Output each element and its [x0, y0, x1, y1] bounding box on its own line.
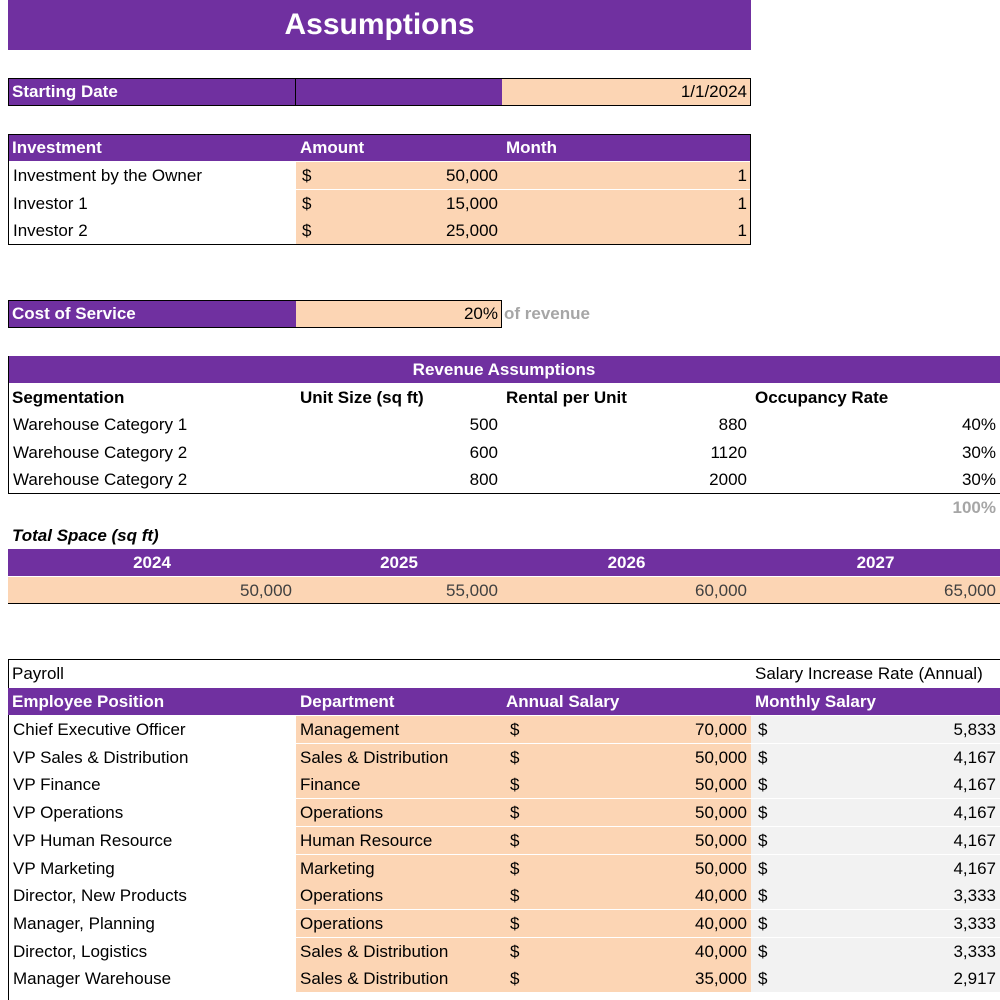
revenue-title: Revenue Assumptions	[8, 356, 1000, 383]
payroll-position: Director, New Products	[13, 886, 187, 906]
payroll-monthly: 2,917	[751, 965, 1000, 992]
total-space-bottom	[8, 603, 1000, 604]
payroll-annual-currency: $	[510, 941, 520, 961]
payroll-annual[interactable]: 50,000	[502, 771, 751, 798]
total-space-value[interactable]: 50,000	[8, 577, 296, 604]
payroll-position: Manager, Planning	[13, 913, 155, 933]
payroll-top-border	[8, 659, 1000, 660]
investment-name: Investment by the Owner	[13, 166, 202, 185]
revenue-occupancy: 40%	[961, 415, 996, 434]
total-space-year: 2025	[296, 549, 502, 576]
revenue-unit-size: 800	[469, 470, 498, 489]
revenue-segment: Warehouse Category 1	[13, 415, 188, 434]
payroll-monthly-currency: $	[758, 720, 768, 739]
total-space-value[interactable]: 60,000	[502, 577, 751, 604]
payroll-annual[interactable]: 35,000	[502, 965, 751, 992]
occupancy-header: Occupancy Rate	[755, 388, 889, 407]
payroll-department[interactable]: Marketing	[296, 855, 502, 882]
payroll-monthly-currency: $	[758, 886, 768, 906]
payroll-department[interactable]: Finance	[296, 771, 502, 798]
payroll-department[interactable]: Operations	[296, 882, 502, 909]
department-header: Department	[296, 688, 502, 715]
payroll-annual[interactable]: 50,000	[502, 855, 751, 882]
payroll-position: Director, Logistics	[13, 941, 148, 961]
payroll-position: VP Finance	[13, 775, 101, 795]
cost-of-service-input[interactable]: 20%	[296, 300, 502, 327]
payroll-department[interactable]: Sales & Distribution	[296, 938, 502, 965]
payroll-annual-currency: $	[510, 886, 520, 906]
starting-date-divider	[295, 78, 296, 106]
payroll-annual[interactable]: 40,000	[502, 910, 751, 937]
payroll-annual-currency: $	[510, 775, 520, 795]
payroll-monthly-currency: $	[758, 913, 768, 933]
payroll-monthly-currency: $	[758, 830, 768, 850]
month-header: Month	[502, 134, 751, 161]
total-space-year: 2026	[502, 549, 751, 576]
payroll-monthly-currency: $	[758, 803, 768, 823]
payroll-monthly: 4,167	[751, 771, 1000, 798]
payroll-annual-currency: $	[510, 803, 520, 823]
amount-header: Amount	[296, 134, 502, 161]
payroll-monthly-currency: $	[758, 941, 768, 961]
payroll-department[interactable]: Sales & Distribution	[296, 965, 502, 992]
payroll-annual[interactable]: 40,000	[502, 882, 751, 909]
revenue-rental: 880	[718, 415, 747, 434]
payroll-annual[interactable]: 50,000	[502, 827, 751, 854]
payroll-annual-currency: $	[510, 858, 520, 878]
investment-name: Investor 1	[13, 193, 88, 213]
starting-date-input[interactable]: 1/1/2024	[502, 78, 751, 105]
payroll-annual-currency: $	[510, 830, 520, 850]
payroll-monthly-currency: $	[758, 858, 768, 878]
revenue-unit-size: 600	[469, 442, 498, 462]
payroll-label: Payroll	[12, 664, 64, 683]
payroll-monthly-currency: $	[758, 747, 768, 767]
rental-header: Rental per Unit	[506, 388, 627, 407]
revenue-segment: Warehouse Category 2	[13, 442, 188, 462]
total-space-label: Total Space (sq ft)	[12, 526, 159, 545]
position-header: Employee Position	[8, 688, 296, 715]
payroll-department[interactable]: Operations	[296, 799, 502, 826]
investment-currency: $	[302, 166, 312, 185]
investment-month[interactable]: 1	[502, 190, 751, 217]
investment-currency: $	[302, 221, 312, 240]
payroll-department[interactable]: Management	[296, 716, 502, 743]
payroll-annual[interactable]: 50,000	[502, 799, 751, 826]
payroll-annual-currency: $	[510, 913, 520, 933]
revenue-occupancy: 30%	[961, 470, 996, 489]
payroll-monthly: 4,167	[751, 827, 1000, 854]
salary-increase-label: Salary Increase Rate (Annual)	[755, 664, 983, 683]
payroll-annual[interactable]: 40,000	[502, 938, 751, 965]
payroll-department[interactable]: Human Resource	[296, 827, 502, 854]
payroll-position: VP Operations	[13, 803, 124, 823]
revenue-rental: 1120	[710, 442, 747, 462]
annual-salary-header: Annual Salary	[502, 688, 751, 715]
payroll-annual[interactable]: 50,000	[502, 744, 751, 771]
segmentation-header: Segmentation	[12, 388, 125, 407]
starting-date-label: Starting Date	[8, 78, 296, 105]
payroll-monthly: 3,333	[751, 938, 1000, 965]
investment-header: Investment	[8, 134, 296, 161]
total-space-value[interactable]: 55,000	[296, 577, 502, 604]
total-space-year: 2027	[751, 549, 1000, 576]
payroll-annual[interactable]: 70,000	[502, 716, 751, 743]
monthly-salary-header: Monthly Salary	[751, 688, 1000, 715]
payroll-position: Manager Warehouse	[13, 969, 172, 989]
payroll-monthly-currency: $	[758, 969, 768, 989]
investment-currency: $	[302, 193, 312, 213]
sheet-title: Assumptions	[8, 0, 751, 50]
cost-of-service-label: Cost of Service	[8, 300, 296, 327]
cost-of-service-suffix: of revenue	[504, 304, 590, 323]
payroll-monthly: 4,167	[751, 799, 1000, 826]
investment-amount[interactable]: 50,000	[296, 162, 502, 189]
payroll-position: VP Sales & Distribution	[13, 747, 189, 767]
payroll-monthly-currency: $	[758, 775, 768, 795]
starting-date-spacer	[296, 78, 502, 105]
revenue-rental: 2000	[709, 470, 747, 489]
payroll-position: Chief Executive Officer	[13, 720, 186, 739]
payroll-department[interactable]: Operations	[296, 910, 502, 937]
investment-amount[interactable]: 15,000	[296, 190, 502, 217]
total-space-value[interactable]: 65,000	[751, 577, 1000, 604]
payroll-position: VP Marketing	[13, 858, 115, 878]
payroll-annual-currency: $	[510, 969, 520, 989]
payroll-monthly: 4,167	[751, 744, 1000, 771]
investment-amount[interactable]: 25,000	[296, 217, 502, 244]
payroll-monthly: 4,167	[751, 855, 1000, 882]
total-space-year: 2024	[8, 549, 296, 576]
payroll-annual-currency: $	[510, 720, 520, 739]
investment-month[interactable]: 1	[502, 217, 751, 244]
revenue-unit-size: 500	[469, 415, 498, 434]
payroll-annual-currency: $	[510, 747, 520, 767]
revenue-occupancy: 30%	[961, 442, 996, 462]
occupancy-total: 100%	[952, 498, 996, 517]
revenue-left-border	[8, 356, 9, 494]
investment-name: Investor 2	[13, 221, 88, 240]
revenue-segment: Warehouse Category 2	[13, 470, 188, 489]
investment-month[interactable]: 1	[502, 162, 751, 189]
payroll-monthly: 3,333	[751, 910, 1000, 937]
unit-size-header: Unit Size (sq ft)	[300, 388, 424, 407]
payroll-monthly: 5,833	[751, 716, 1000, 743]
payroll-monthly: 3,333	[751, 882, 1000, 909]
payroll-position: VP Human Resource	[13, 830, 173, 850]
payroll-department[interactable]: Sales & Distribution	[296, 744, 502, 771]
